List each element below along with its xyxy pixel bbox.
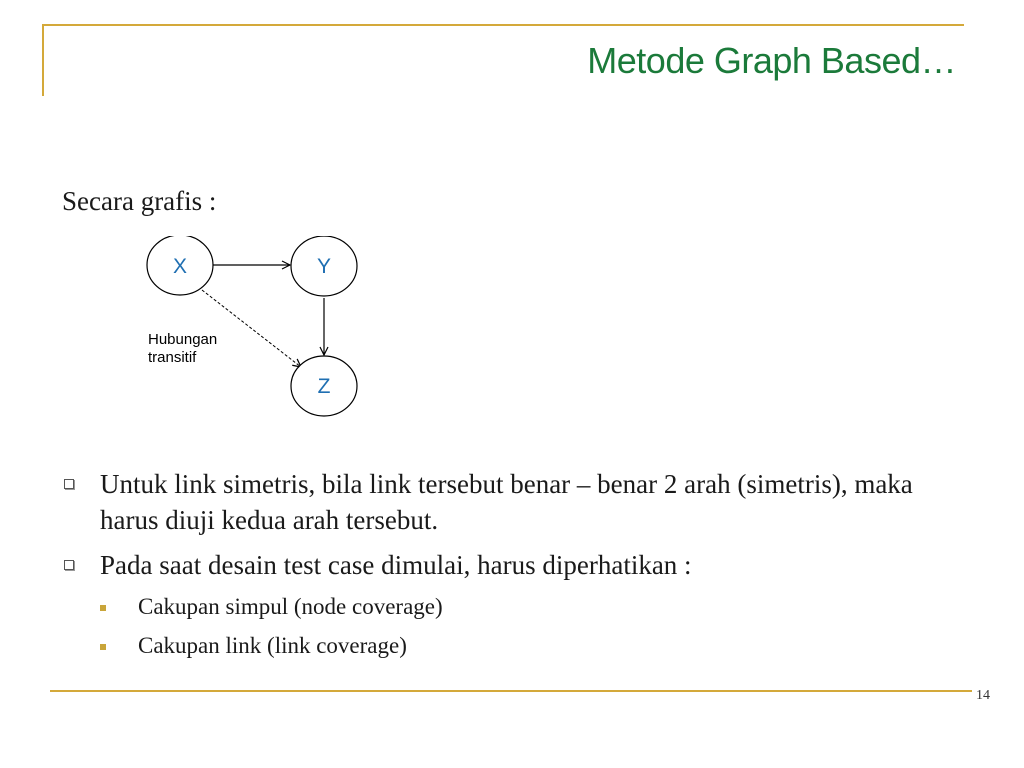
square-bullet-icon [64, 479, 74, 489]
sub-bullet-item [62, 631, 962, 661]
small-square-bullet-icon [100, 605, 106, 611]
page-number: 14 [976, 688, 990, 703]
square-bullet-icon [64, 560, 74, 570]
bottom-frame-line [50, 690, 972, 692]
bullet-text: Pada saat desain test case dimulai, harus diperhatikan : [100, 550, 692, 580]
intro-text: Secara grafis : [62, 186, 217, 216]
edge-x-to-z-transitive [202, 290, 301, 367]
sub-bullet-text: Cakupan link (link coverage) [138, 633, 407, 658]
top-frame-line [42, 24, 964, 26]
small-square-bullet-icon [100, 644, 106, 650]
graph-diagram [140, 236, 380, 426]
left-frame-line [42, 24, 44, 96]
node-y-label: Y [316, 255, 332, 278]
sub-bullet-text: Cakupan simpul (node coverage) [138, 594, 443, 619]
bullet-item [62, 547, 962, 583]
node-z-label: Z [317, 375, 331, 398]
sub-bullet-item [62, 592, 962, 622]
annotation-line-1: Hubungan [148, 331, 218, 348]
bullet-item [62, 466, 962, 538]
node-x-label: X [172, 255, 188, 278]
bullet-text: Untuk link simetris, bila link tersebut benar – benar 2 arah (simetris), maka harus diuji kedua arah tersebut. [100, 469, 913, 535]
bullet-list [62, 466, 962, 670]
slide-title: Metode Graph Based… [587, 40, 956, 81]
annotation-line-2: transitif [148, 349, 197, 366]
